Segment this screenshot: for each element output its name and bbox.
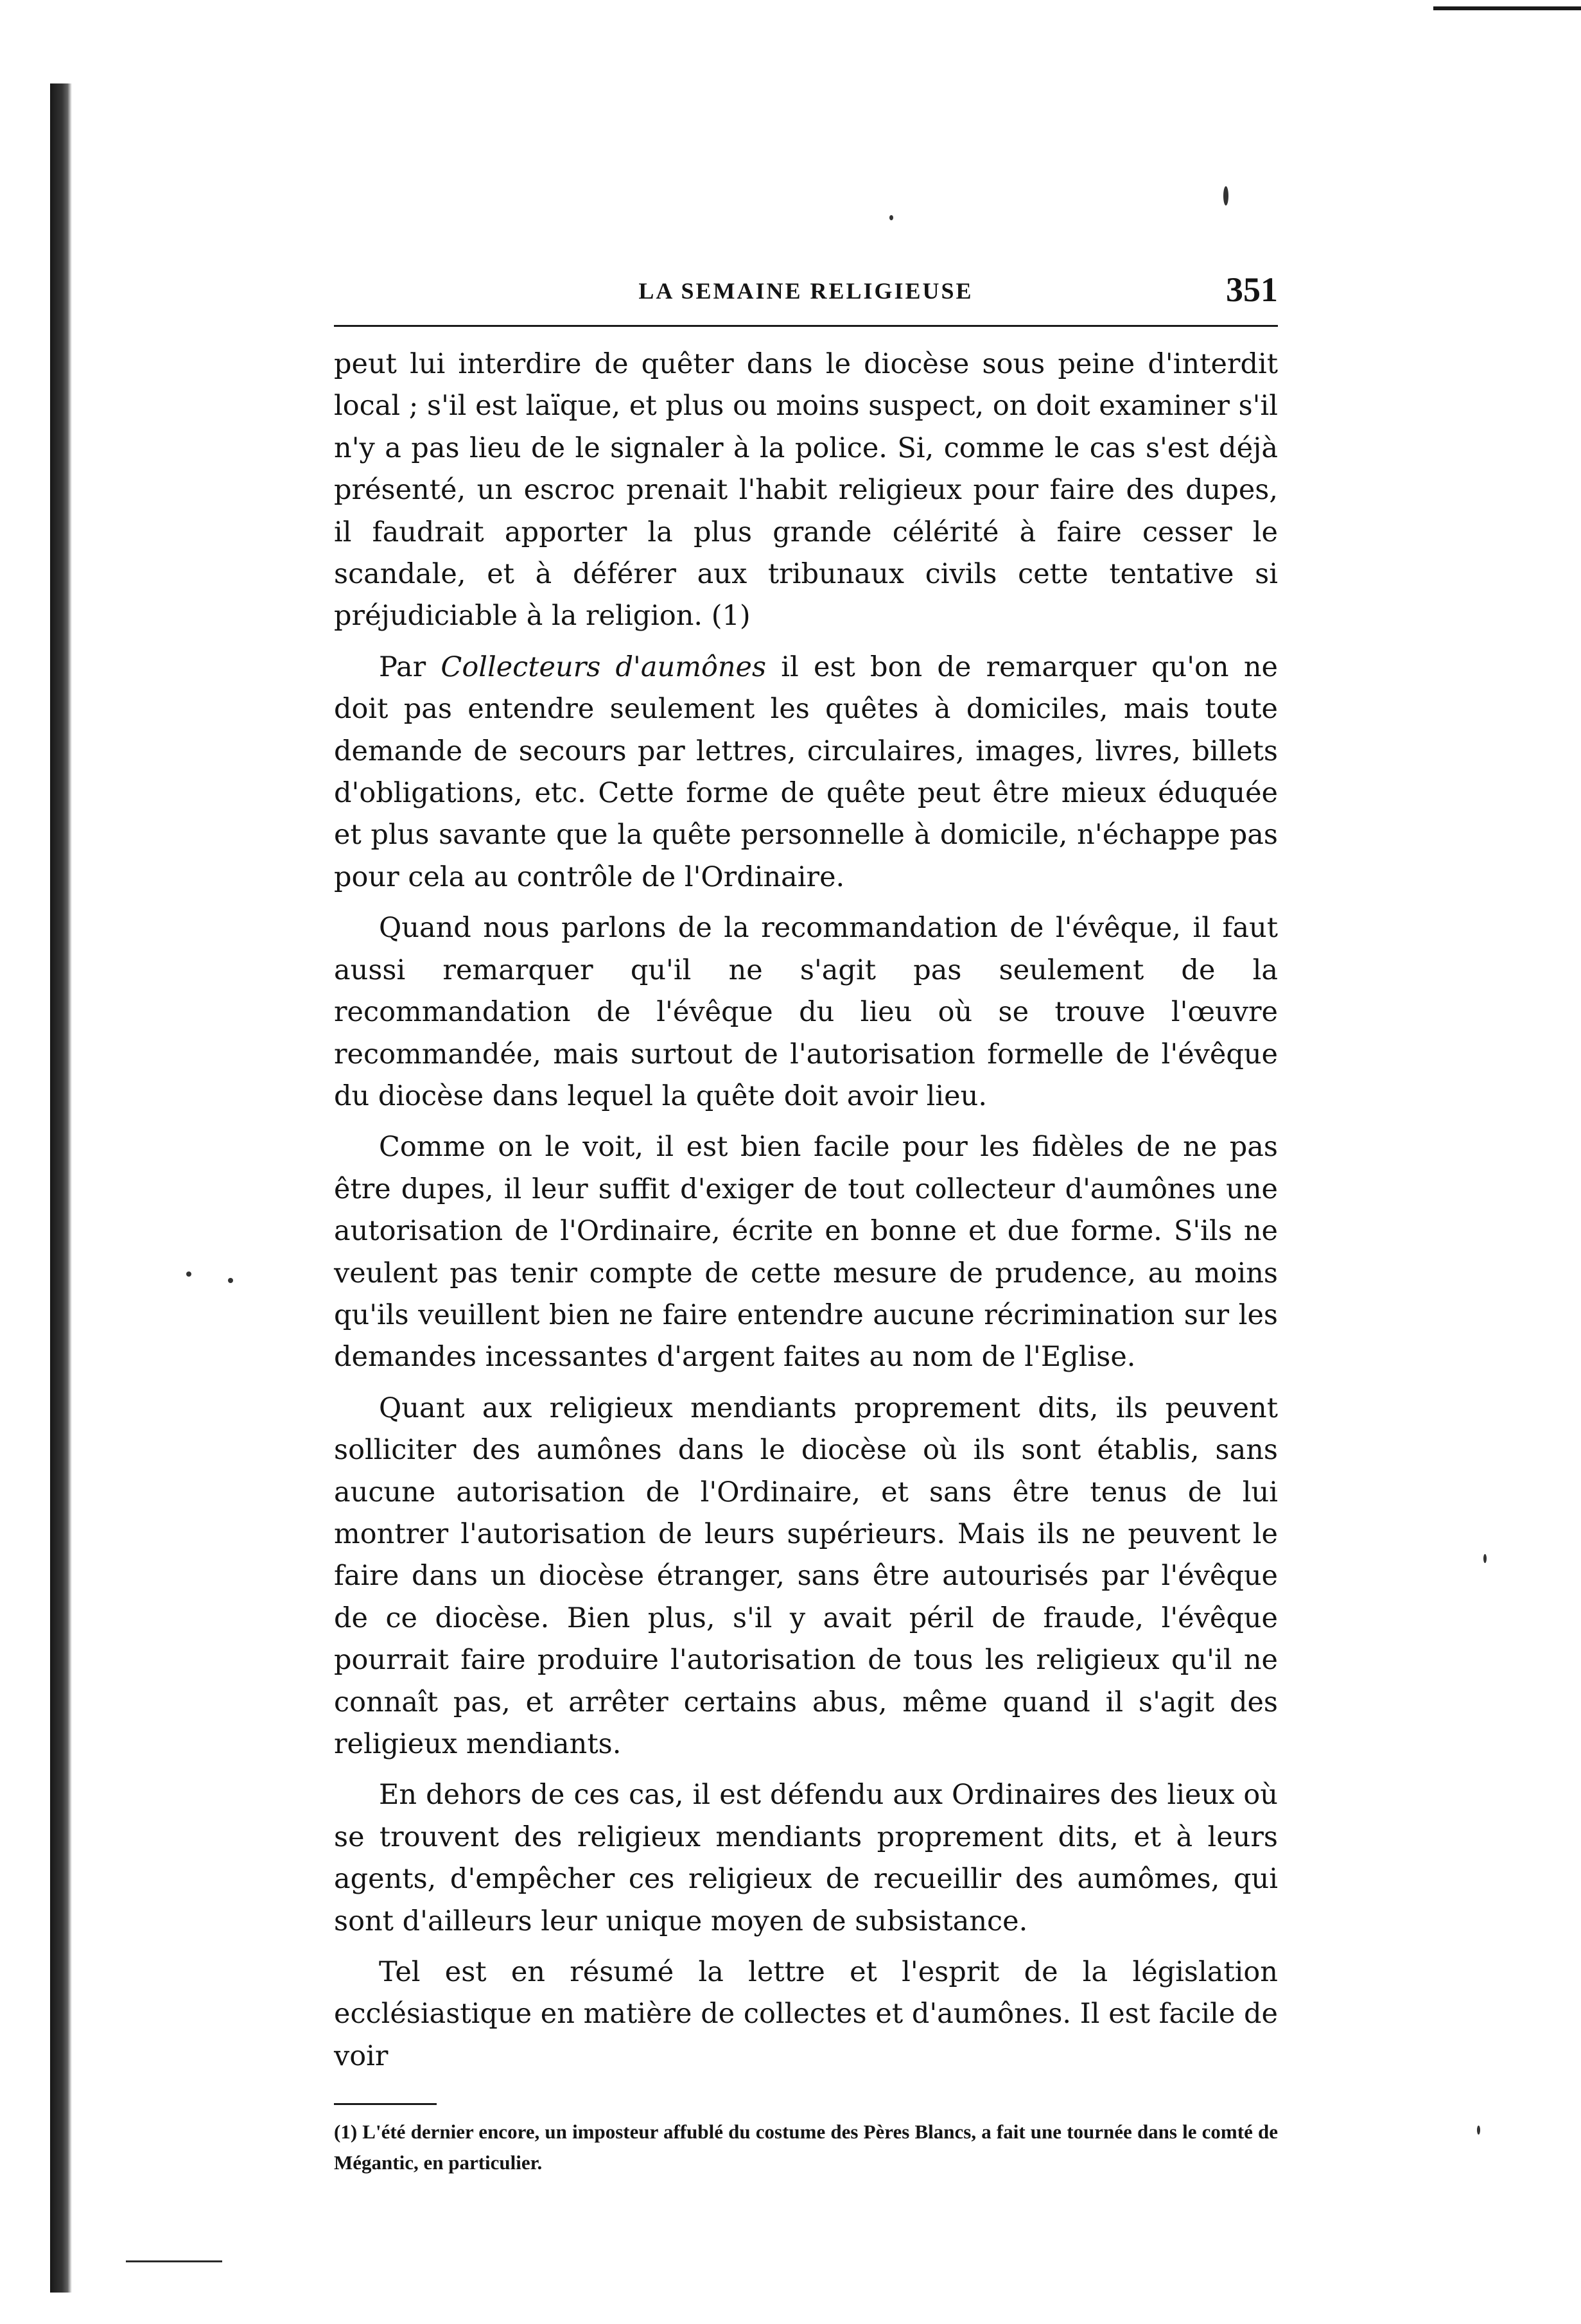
body-text [334,344,1278,2077]
scan-speck [228,1278,233,1283]
scan-speck [1483,1554,1487,1563]
paragraph-resume: Tel est en résumé la lettre et l'esprit de la législation ecclésiastique en matière de collectes et d'aumônes. Il est facile de voir [334,1956,1278,2072]
paragraph-lead: Par [379,651,441,683]
paragraph-collecteurs [334,647,1278,898]
header-rule [334,325,1278,327]
scan-speck [1223,186,1228,205]
paragraph-continuation: peut lui interdire de quêter dans le diocèse sous peine d'interdit local ; s'il est laïque, et plus ou moins suspect, on doit examiner s'il n'y a pas lieu de le signaler à la police. Si, comme le cas s'est déjà présenté, un escroc prenait l'habit religieux pour faire des dupes, il faudrait apporter la plus grande célérité à faire cesser le scandale, et à déférer aux tribunaux civils cette tentative si préjudiciable à la religion. (1) [334,348,1278,633]
running-title: LA SEMAINE RELIGIEUSE [638,278,974,304]
footnote: (1) L'été dernier encore, un imposteur affublé du costume des Pères Blancs, a fait une tournée dans le comté de Mégantic, en particulier. [334,2120,1278,2174]
scan-speck [186,1271,191,1277]
page-number: 351 [1226,270,1278,309]
footnote-rule [334,2103,437,2105]
running-head [334,270,1278,315]
italic-term: Collecteurs d'aumônes [441,651,767,683]
paragraph-ordinaires: En dehors de ces cas, il est défendu aux Ordinaires des lieux où se trouvent des religieux mendiants proprement dits, et à leurs agents, d'empêcher ces religieux de recueillir des aumômes, qui sont d'ailleurs leur unique moyen de subsistance. [334,1779,1278,1937]
scan-top-rule [1433,6,1581,10]
scan-speck [1477,2126,1480,2135]
paragraph-recommandation: Quand nous parlons de la recommandation de l'évêque, il faut aussi remarquer qu'il ne s'agit pas seulement de la recommandation de l'évêque du lieu où se trouve l'œuvre recommandée, mais surtout de l'autorisation formelle de l'évêque du diocèse dans lequel la quête doit avoir lieu. [334,912,1278,1112]
book-page [334,270,1278,2178]
paragraph-mendiants: Quant aux religieux mendiants proprement dits, ils peuvent solliciter des aumônes dans le diocèse où ils sont établis, sans aucune autorisation de l'Ordinaire, et sans être tenus de lui montrer l'autorisation de leurs supérieurs. Mais ils ne peuvent le faire dans un diocèse étranger, sans être autourisés par l'évêque de ce diocèse. Bien plus, s'il y avait péril de fraude, l'évêque pourrait faire produire l'autorisation de tous les religieux qu'il ne connaît pas, et arrêter certains abus, même quand il s'agit des religieux mendiants. [334,1392,1278,1760]
binding-edge-mark [126,2260,222,2262]
book-binding-shadow [50,83,72,2293]
scan-speck [889,215,893,220]
paragraph-fideles: Comme on le voit, il est bien facile pour les fidèles de ne pas être dupes, il leur suffit d'exiger de tout collecteur d'aumônes une autorisation de l'Ordinaire, écrite en bonne et due forme. S'ils ne veulent pas tenir compte de cette mesure de prudence, au moins qu'ils veuillent bien ne faire entendre aucune récrimination sur les demandes incessantes d'argent faites au nom de l'Eglise. [334,1131,1278,1374]
paragraph-rest: il est bon de remarquer qu'on ne doit pas entendre seulement les quêtes à domiciles, mais toute demande de secours par lettres, circulaires, images, livres, billets d'obligations, etc. Cette forme de quête peut être mieux éduquée et plus savante que la quête personnelle à domicile, n'échappe pas pour cela au contrôle de l'Ordinaire. [334,651,1278,893]
